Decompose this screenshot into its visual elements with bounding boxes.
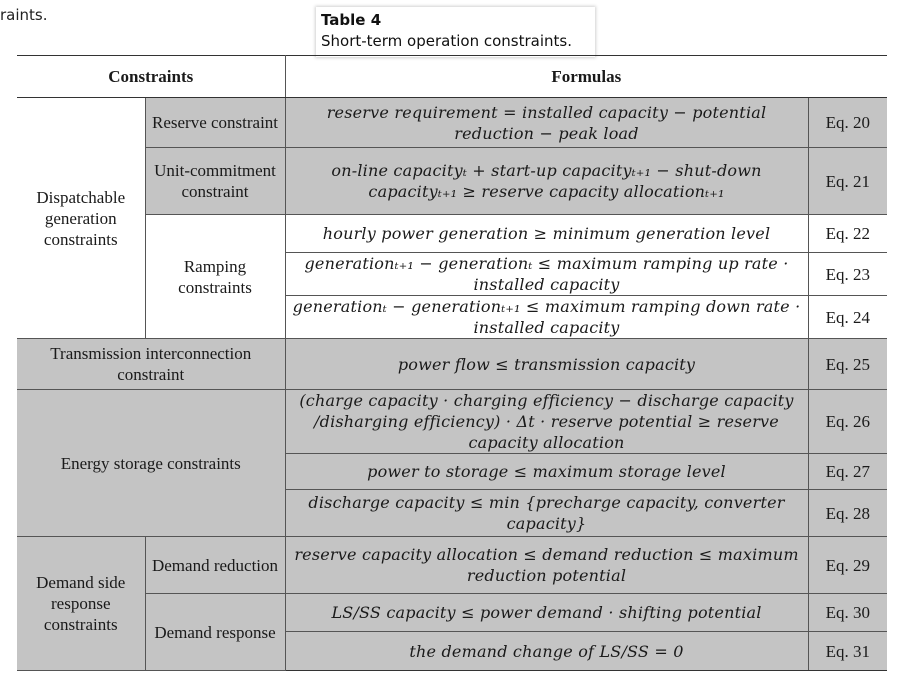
subgroup-reserve: Reserve constraint <box>145 98 285 148</box>
header-constraints: Constraints <box>17 56 285 98</box>
formula-cell: LS/SS capacity ≤ power demand · shifting potential <box>285 594 808 632</box>
table-header-row <box>17 56 887 98</box>
subgroup-ramping: Ramping constraints <box>145 215 285 339</box>
formula-cell: reserve requirement = installed capacity − potential reduction − peak load <box>285 98 808 148</box>
equation-number: Eq. 21 <box>808 148 887 215</box>
equation-number: Eq. 20 <box>808 98 887 148</box>
formula-cell: discharge capacity ≤ min {precharge capacity, converter capacity} <box>285 490 808 537</box>
table-caption <box>316 7 595 57</box>
formula-cell: power to storage ≤ maximum storage level <box>285 454 808 490</box>
formula-cell: (charge capacity · charging efficiency − discharge capacity /disharging efficiency) · Δt · reserve potential ≥ reserve capacity allocation <box>285 390 808 454</box>
group-demand-side-response: Demand side response constraints <box>17 537 145 671</box>
table-row <box>17 98 887 148</box>
equation-number: Eq. 22 <box>808 215 887 253</box>
table-row <box>17 148 887 215</box>
equation-number: Eq. 28 <box>808 490 887 537</box>
table-row <box>17 215 887 253</box>
equation-number: Eq. 26 <box>808 390 887 454</box>
subgroup-unit-commitment: Unit-commitment constraint <box>145 148 285 215</box>
equation-number: Eq. 24 <box>808 296 887 339</box>
subgroup-demand-response: Demand response <box>145 594 285 671</box>
table-label: Table 4 <box>321 11 382 29</box>
header-formulas: Formulas <box>285 56 887 98</box>
constraints-table <box>17 55 887 671</box>
formula-cell: generationₜ − generationₜ₊₁ ≤ maximum ramping down rate · installed capacity <box>285 296 808 339</box>
formula-cell: reserve capacity allocation ≤ demand reduction ≤ maximum reduction potential <box>285 537 808 594</box>
group-dispatchable: Dispatchable generation constraints <box>17 98 145 339</box>
equation-number: Eq. 25 <box>808 339 887 390</box>
group-energy-storage: Energy storage constraints <box>17 390 285 537</box>
formula-cell: power flow ≤ transmission capacity <box>285 339 808 390</box>
table-row <box>17 390 887 454</box>
equation-number: Eq. 31 <box>808 632 887 671</box>
table-row <box>17 594 887 632</box>
formula-cell: on-line capacityₜ + start-up capacityₜ₊₁ − shut-down capacityₜ₊₁ ≥ reserve capacity allocationₜ₊₁ <box>285 148 808 215</box>
table-row <box>17 537 887 594</box>
formula-cell: hourly power generation ≥ minimum generation level <box>285 215 808 253</box>
cropped-preceding-text: raints. <box>0 6 48 24</box>
equation-number: Eq. 30 <box>808 594 887 632</box>
subgroup-demand-reduction: Demand reduction <box>145 537 285 594</box>
formula-cell: the demand change of LS/SS = 0 <box>285 632 808 671</box>
table-row <box>17 339 887 390</box>
table-description: Short-term operation constraints. <box>321 32 572 50</box>
equation-number: Eq. 27 <box>808 454 887 490</box>
equation-number: Eq. 29 <box>808 537 887 594</box>
formula-cell: generationₜ₊₁ − generationₜ ≤ maximum ramping up rate · installed capacity <box>285 253 808 296</box>
group-transmission: Transmission interconnection constraint <box>17 339 285 390</box>
equation-number: Eq. 23 <box>808 253 887 296</box>
